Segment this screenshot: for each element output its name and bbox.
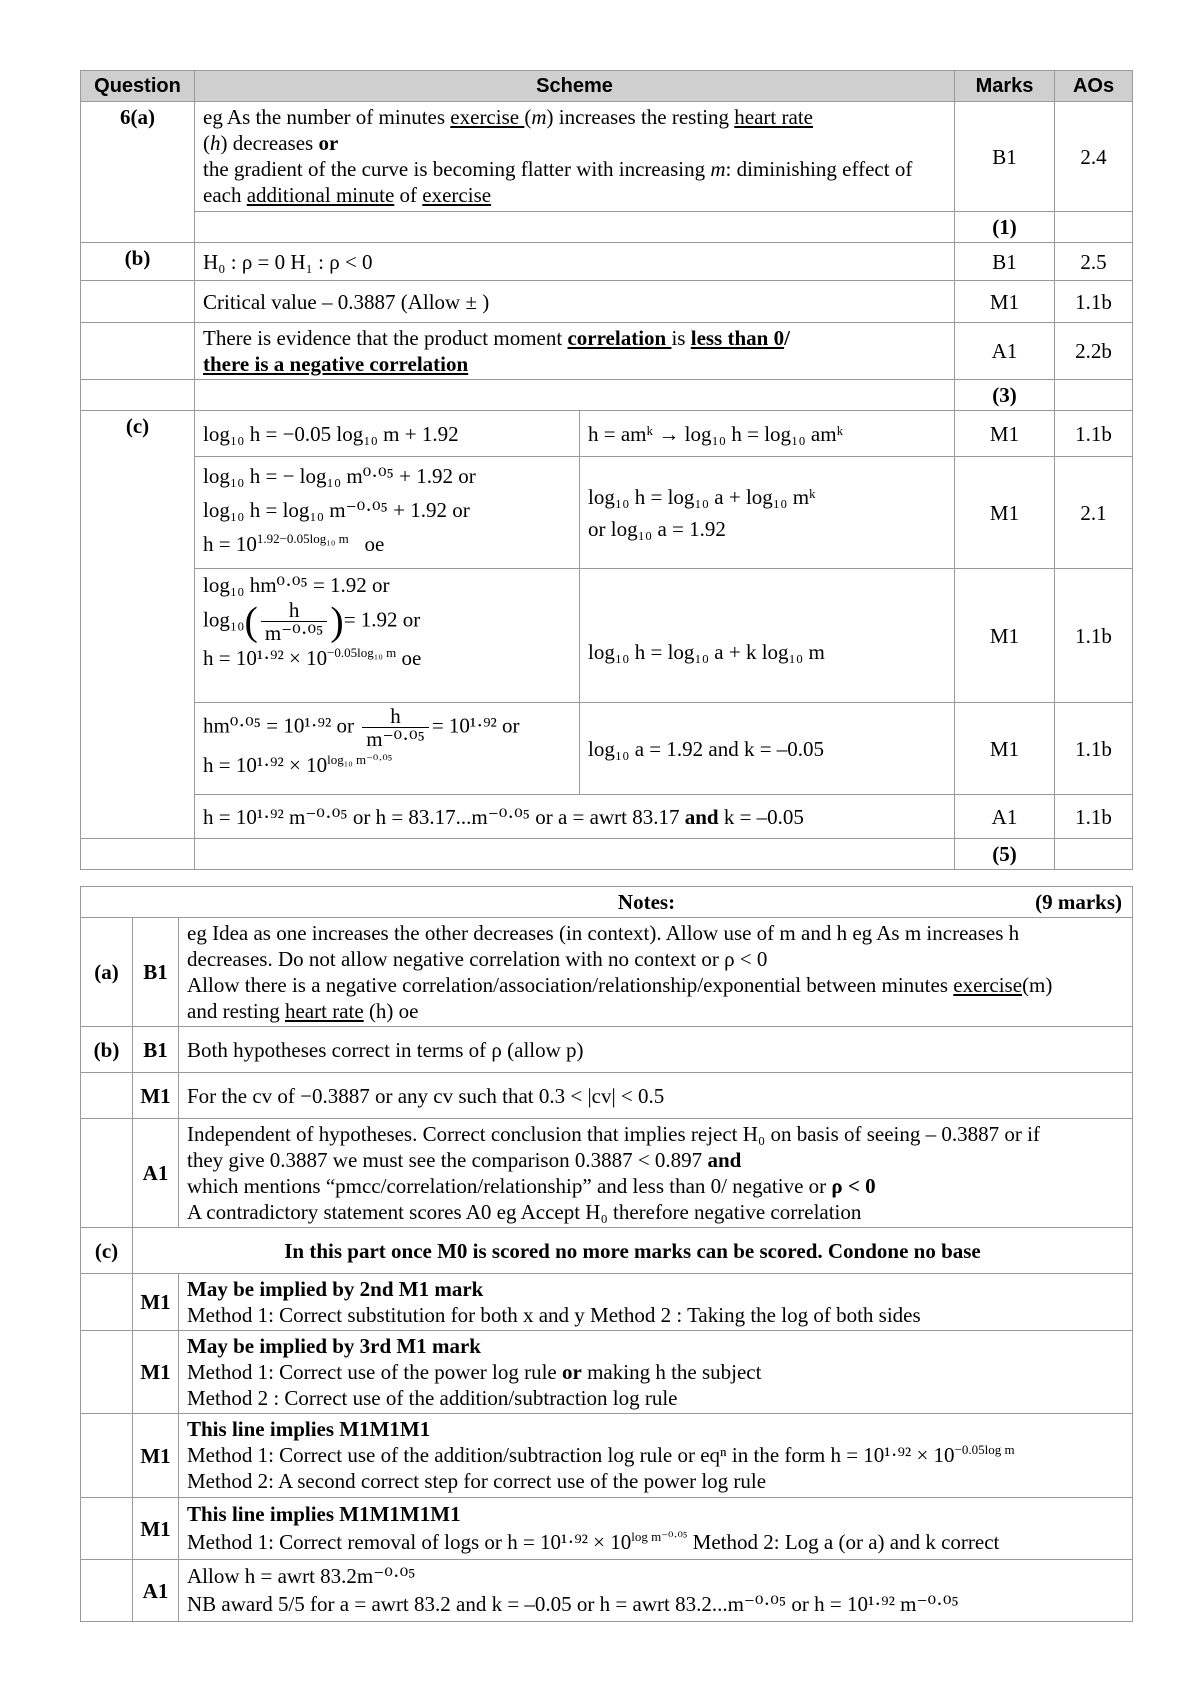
q6b-critical-value: Critical value – 0.3887 (Allow ± ) [195, 281, 955, 323]
notes-c-heading: In this part once M0 is scored no more marks can be scored. Condone no base [133, 1228, 1133, 1274]
notes-c-a1-mark: A1 [133, 1560, 179, 1622]
q6c-r1-mark: M1 [955, 411, 1055, 457]
notes-c-m3-text: This line implies M1M1M1 Method 1: Correct use of the addition/subtraction log rule or eqⁿ in the form $h = 10^1\cdot^{92} \times 10^{-0.05log m}$ Method 2: A second correct step for correct use of the power log rule [179, 1414, 1133, 1498]
q6a-mark: B1 [955, 102, 1055, 212]
q6b-label: (b) [81, 243, 195, 281]
q6b-conclusion: There is evidence that the product moment correlation is less than 0/ there is a negative correlation [195, 323, 955, 380]
notes-c-m2-mark: M1 [133, 1331, 179, 1414]
q6c-r2-mark: M1 [955, 457, 1055, 569]
q6b-total: (3) [955, 380, 1055, 411]
q6c-r5-answer: h = 10¹·⁹² m⁻⁰·⁰⁵ or h = 83.17...m⁻⁰·⁰⁵ or a = awrt 83.17 and k = –0.05 [195, 795, 955, 839]
q6c-total: (5) [955, 839, 1055, 870]
notes-b-label: (b) [81, 1027, 133, 1073]
header-question: Question [81, 71, 195, 102]
q6a-total: (1) [955, 212, 1055, 243]
notes-b-m1-text: For the cv of −0.3887 or any cv such that 0.3 < |cv| < 0.5 [179, 1073, 1133, 1119]
q6c-r3-ao: 1.1b [1055, 569, 1133, 703]
notes-a-text: eg Idea as one increases the other decreases (in context). Allow use of m and h eg As m increases h decreases. Do not allow negative correlation with no context or ρ < 0 Allow there is a negative correlation/association/relationship/exponential between minutes exercise(m) and resting heart rate (h) oe [179, 918, 1133, 1027]
header-scheme: Scheme [195, 71, 955, 102]
notes-c-m4-text: This line implies M1M1M1M1 Method 1: Correct removal of logs or $h = 10^1\cdot^{92} \times 10^{log m^{-0}\cdot^{05}}$ Method 2: Log a (or a) and k correct [179, 1498, 1133, 1560]
q6c-r3-right: log₁₀ h = log₁₀ a + k log₁₀ m [580, 569, 955, 703]
notes-b-m1-mark: M1 [133, 1073, 179, 1119]
notes-b-a1-text: Independent of hypotheses. Correct conclusion that implies reject H₀ on basis of seeing – 0.3887 or if they give 0.3887 we must see the comparison 0.3887 < 0.897 and which mentions “pmcc/correlation/relationship” and less than 0/ negative or ρ < 0 A contradictory statement scores A0 eg Accept H₀ therefore negative correlation [179, 1119, 1133, 1228]
notes-b-a1-mark: A1 [133, 1119, 179, 1228]
q6c-r2-right: log₁₀ h = log₁₀ a + log₁₀ mᵏ or log₁₀ a = 1.92 [580, 457, 955, 569]
q6b-cv-ao: 1.1b [1055, 281, 1133, 323]
notes-c-label: (c) [81, 1228, 133, 1274]
notes-c-m1-mark: M1 [133, 1274, 179, 1331]
q6b-hypotheses: H₀ : ρ = 0 H₁ : ρ < 0 [195, 243, 955, 281]
header-marks: Marks [955, 71, 1055, 102]
q6c-r5-ao: 1.1b [1055, 795, 1133, 839]
q6c-r2-left: log₁₀ h = − log₁₀ m⁰·⁰⁵ + 1.92 or log₁₀ h = log₁₀ m⁻⁰·⁰⁵ + 1.92 or $h = 10^{1.92-0.05log_{10} m}$ oe [195, 457, 580, 569]
q6c-r1-right: h = amᵏ → log₁₀ h = log₁₀ amᵏ [580, 411, 955, 457]
notes-total-marks: (9 marks) [1035, 890, 1122, 914]
q6b-hyp-ao: 2.5 [1055, 243, 1133, 281]
q6c-r4-left: hm⁰·⁰⁵ = 10¹·⁹² or $\frac{h}{\text{m⁻⁰·⁰⁵}}$ = 10¹·⁹² or $h = 10^1\cdot^{92} \times 10^{log_{10} m^{-0}\cdot^{05}}$ [195, 703, 580, 795]
header-aos: AOs [1055, 71, 1133, 102]
q6b-cv-mark: M1 [955, 281, 1055, 323]
notes-c-m1-text: May be implied by 2nd M1 mark Method 1: Correct substitution for both x and y Method 2 : Taking the log of both sides [179, 1274, 1133, 1331]
notes-a-mark: B1 [133, 918, 179, 1027]
notes-c-a1-text: Allow h = awrt 83.2m⁻⁰·⁰⁵ NB award 5/5 for a = awrt 83.2 and k = –0.05 or h = awrt 83.2...m⁻⁰·⁰⁵ or h = 10¹·⁹² m⁻⁰·⁰⁵ [179, 1560, 1133, 1622]
q6c-r3-left: log₁₀ hm⁰·⁰⁵ = 1.92 or log₁₀( $\frac{h}{\text{m⁻⁰·⁰⁵}}$ )= 1.92 or $h = 10^1\cdot^{92} \times 10^{-0.05log_{10} m}$ oe [195, 569, 580, 703]
q6c-r1-ao: 1.1b [1055, 411, 1133, 457]
q6c-r3-mark: M1 [955, 569, 1055, 703]
notes-a-label: (a) [81, 918, 133, 1027]
q6a-ao: 2.4 [1055, 102, 1133, 212]
q6c-r4-right: log₁₀ a = 1.92 and k = –0.05 [580, 703, 955, 795]
notes-c-m4-mark: M1 [133, 1498, 179, 1560]
q6b-conclusion-ao: 2.2b [1055, 323, 1133, 380]
notes-header [81, 887, 1133, 918]
q6c-label: (c) [81, 411, 195, 839]
notes-c-m2-text: May be implied by 3rd M1 mark Method 1: Correct use of the power log rule or making h the subject Method 2 : Correct use of the addition/subtraction log rule [179, 1331, 1133, 1414]
notes-b-mark: B1 [133, 1027, 179, 1073]
q6c-r4-mark: M1 [955, 703, 1055, 795]
q6c-r4-ao: 1.1b [1055, 703, 1133, 795]
q6a-label: 6(a) [81, 102, 195, 243]
q6c-r1-left: log₁₀ h = −0.05 log₁₀ m + 1.92 [195, 411, 580, 457]
table-header [81, 71, 1133, 102]
notes-title: Notes: [617, 890, 676, 914]
notes-c-m3-mark: M1 [133, 1414, 179, 1498]
q6b-conclusion-mark: A1 [955, 323, 1055, 380]
mark-scheme-table [80, 70, 1133, 870]
notes-table [80, 886, 1133, 1622]
notes-b-text: Both hypotheses correct in terms of ρ (allow p) [179, 1027, 1133, 1073]
q6a-row [81, 102, 1133, 212]
q6c-r5-mark: A1 [955, 795, 1055, 839]
q6c-r2-ao: 2.1 [1055, 457, 1133, 569]
q6a-scheme: eg As the number of minutes exercise (m) increases the resting heart rate (h) decreases or the gradient of the curve is becoming flatter with increasing m: diminishing effect of each additional minute of exercise [195, 102, 955, 212]
q6b-hyp-mark: B1 [955, 243, 1055, 281]
